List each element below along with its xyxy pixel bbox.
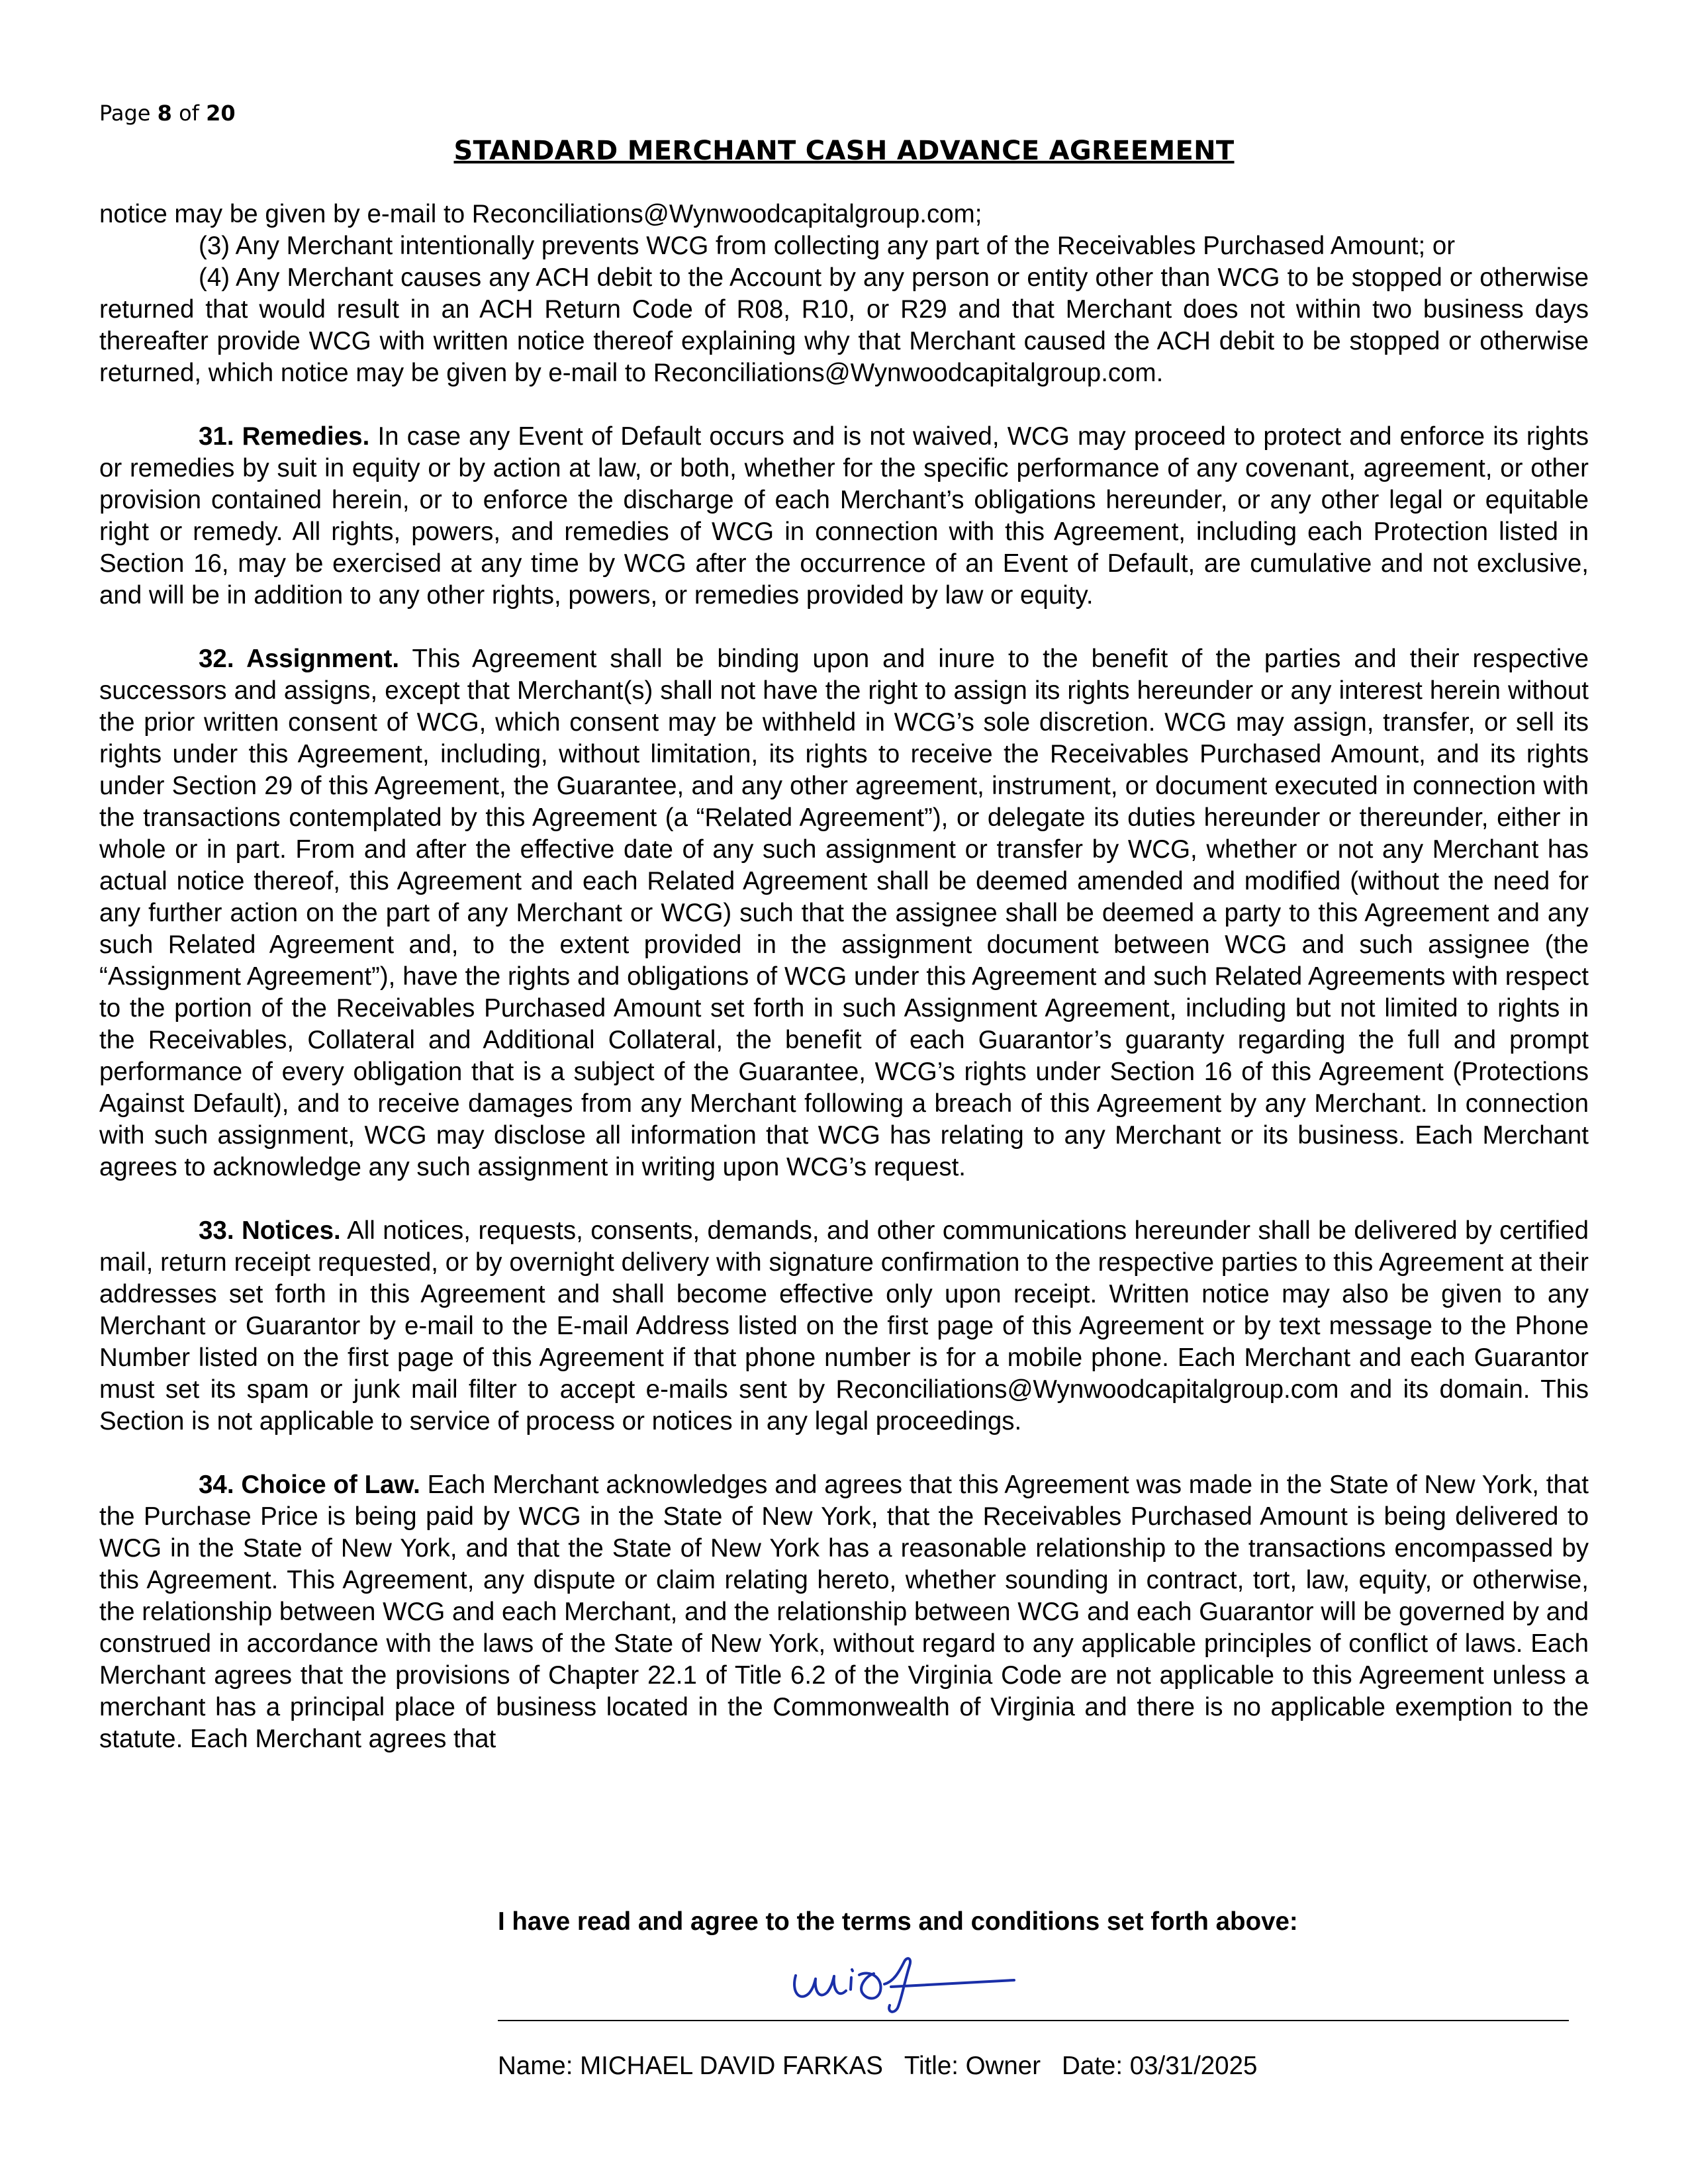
section-31-text: In case any Event of Default occurs and is not waived, WCG may proceed to protect and enforce its rights or remedies by suit in equity or by action at law, or both, whether for the specific performance of any covenant, agreement, or other provision contained herein, or to enforce the discharge of each Merchant’s obligations hereunder, or any other legal or equitable right or remedy. All rights, powers, and remedies of WCG in connection with this Agreement, including each Protection listed in Section 16, may be exercised at any time by WCG after the occurrence of an Event of Default, are cumulative and not exclusive, and will be in addition to any other rights, powers, or remedies provided by law or equity. — [99, 422, 1589, 610]
section-31-heading: 31. Remedies. — [199, 422, 370, 451]
section-33-heading: 33. Notices. — [199, 1216, 341, 1245]
agreement-body — [99, 199, 1589, 1755]
handwritten-signature — [788, 1952, 1026, 2019]
signer-name: Name: MICHAEL DAVID FARKAS — [498, 2052, 883, 2080]
default-item-4: (4) Any Merchant causes any ACH debit to the Account by any person or entity other than WCG to be stopped or otherwise returned that would result in an ACH Return Code of R08, R10, or R29 and that Merchant does not within two business days thereafter provide WCG with written notice thereof explaining why that Merchant caused the ACH debit to be stopped or otherwise returned, which notice may be given by e-mail to Reconciliations@Wynwoodcapitalgroup.com. — [99, 263, 1589, 387]
default-item-3: (3) Any Merchant intentionally prevents WCG from collecting any part of the Receivables Purchased Amount; or — [199, 232, 1456, 260]
page-number: Page 8 of 20 — [99, 101, 236, 126]
section-32-heading: 32. Assignment. — [199, 645, 400, 673]
section-34-heading: 34. Choice of Law. — [199, 1471, 420, 1499]
acknowledgement-text: I have read and agree to the terms and conditions set forth above: — [498, 1907, 1298, 1936]
section-34-choice-of-law — [99, 1469, 1589, 1755]
section-31-remedies — [99, 421, 1589, 612]
signature-line — [498, 2020, 1569, 2021]
paragraph-continued: notice may be given by e-mail to Reconciliations@Wynwoodcapitalgroup.com; — [99, 200, 982, 228]
signature-date: Date: 03/31/2025 — [1062, 2052, 1258, 2080]
section-32-assignment — [99, 643, 1589, 1183]
signer-info — [498, 2052, 1278, 2081]
section-33-notices — [99, 1215, 1589, 1437]
section-32-text: This Agreement shall be binding upon and inure to the benefit of the parties and their respective successors and assigns, except that Merchant(s) shall not have the right to assign its rights hereunder or any interest herein without the prior written consent of WCG, which consent may be withheld in WCG’s sole discretion. WCG may assign, transfer, or sell its rights under this Agreement, including, without limitation, its rights to receive the Receivables Purchased Amount, and its rights under Section 29 of this Agreement, the Guarantee, and any other agreement, instrument, or document executed in connection with the transactions contemplated by this Agreement (a “Related Agreement”), or delegate its duties hereunder or thereunder, either in whole or in part. From and after the effective date of any such assignment or transfer by WCG, whether or not any Merchant has actual notice thereof, this Agreement and each Related Agreement shall be deemed amended and modified (without the need for any further action on the part of any Merchant or WCG) such that the assignee shall be deemed a party to this Agreement and any such Related Agreement and, to the extent provided in the assignment document between WCG and such assignee (the “Assignment Agreement”), have the rights and obligations of WCG under this Agreement and such Related Agreements with respect to the portion of the Receivables Purchased Amount set forth in such Assignment Agreement, including but not limited to rights in the Receivables, Collateral and Additional Collateral, the benefit of each Guarantor’s guaranty regarding the full and prompt performance of every obligation that is a subject of the Guarantee, WCG’s rights under Section 16 of this Agreement (Protections Against Default), and to receive damages from any Merchant following a breach of this Agreement by any Merchant. In connection with such assignment, WCG may disclose all information that WCG has relating to any Merchant or its business. Each Merchant agrees to acknowledge any such assignment in writing upon WCG’s request. — [99, 645, 1589, 1181]
section-33-text: All notices, requests, consents, demands, and other communications hereunder shall be delivered by certified mail, return receipt requested, or by overnight delivery with signature confirmation to the respective parties to this Agreement at their addresses set forth in this Agreement and shall become effective only upon receipt. Written notice may also be given to any Merchant or Guarantor by e-mail to the E-mail Address listed on the first page of this Agreement or by text message to the Phone Number listed on the first page of this Agreement if that phone number is for a mobile phone. Each Merchant and each Guarantor must set its spam or junk mail filter to accept e-mails sent by Reconciliations@Wynwoodcapitalgroup.com and its domain. This Section is not applicable to service of process or notices in any legal proceedings. — [99, 1216, 1589, 1435]
document-title: STANDARD MERCHANT CASH ADVANCE AGREEMENT — [453, 136, 1235, 166]
signer-title: Title: Owner — [904, 2052, 1041, 2080]
section-34-text: Each Merchant acknowledges and agrees that this Agreement was made in the State of New York, that the Purchase Price is being paid by WCG in the State of New York, that the Receivables Purchased Amount is being delivered to WCG in the State of New York, and that the State of New York has a reasonable relationship to the transactions encompassed by this Agreement. This Agreement, any dispute or claim relating hereto, whether sounding in contract, tort, law, equity, or otherwise, the relationship between WCG and each Merchant, and the relationship between WCG and each Guarantor will be governed by and construed in accordance with the laws of the State of New York, without regard to any applicable principles of conflict of laws. Each Merchant agrees that the provisions of Chapter 22.1 of Title 6.2 of the Virginia Code are not applicable to this Agreement unless a merchant has a principal place of business located in the Commonwealth of Virginia and there is no applicable exemption to the statute. Each Merchant agrees that — [99, 1471, 1589, 1753]
